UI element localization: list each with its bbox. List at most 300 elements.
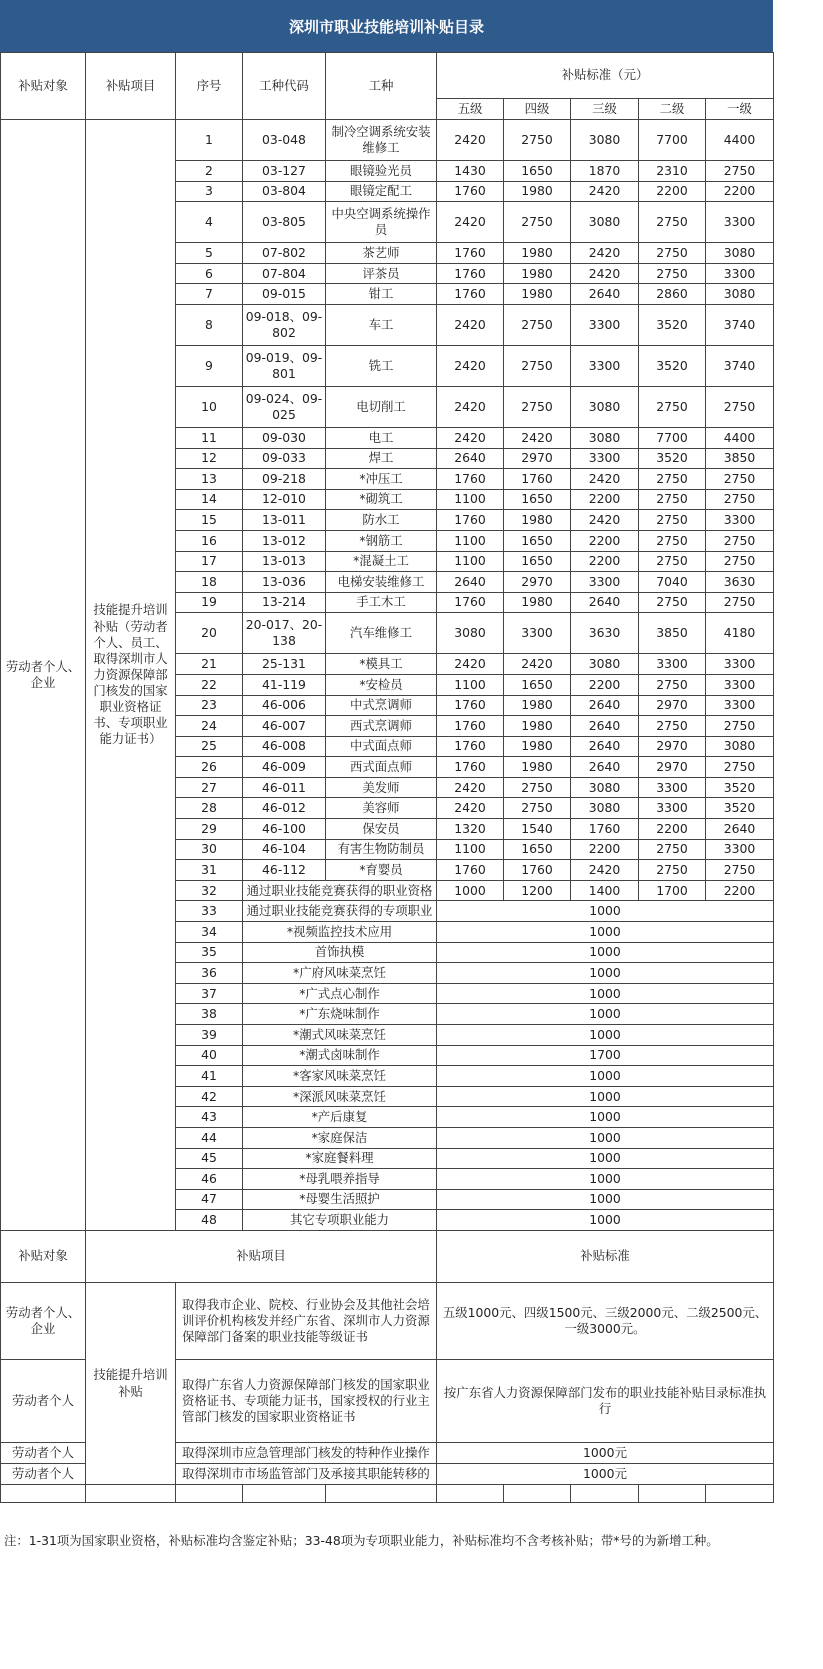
job-cell: *母婴生活照护 <box>243 1189 437 1210</box>
value-cell: 1200 <box>504 880 571 901</box>
value-cell: 2200 <box>571 551 639 572</box>
value-cell: 2750 <box>706 860 774 881</box>
job-cell: 电工 <box>326 427 437 448</box>
value-cell: 3740 <box>706 345 774 386</box>
seq-cell: 42 <box>176 1086 243 1107</box>
value-cell: 1760 <box>504 860 571 881</box>
job-cell: 铣工 <box>326 345 437 386</box>
value-cell: 1760 <box>437 695 504 716</box>
job-cell: *混凝土工 <box>326 551 437 572</box>
value-cell: 2420 <box>437 120 504 161</box>
job-cell: 美发师 <box>326 777 437 798</box>
amount-cell: 1700 <box>437 1045 774 1066</box>
code-cell: 12-010 <box>243 489 326 510</box>
value-cell: 3300 <box>706 263 774 284</box>
value-cell: 1320 <box>437 819 504 840</box>
code-cell: 09-018、09-802 <box>243 304 326 345</box>
value-cell: 3080 <box>571 202 639 243</box>
value-cell: 1760 <box>437 592 504 613</box>
value-cell: 1980 <box>504 736 571 757</box>
empty-cell <box>639 1485 706 1503</box>
job-cell: 车工 <box>326 304 437 345</box>
code-cell: 20-017、20-138 <box>243 613 326 654</box>
seq-cell: 18 <box>176 572 243 593</box>
seq-cell: 30 <box>176 839 243 860</box>
value-cell: 2750 <box>639 839 706 860</box>
job-cell: *深派风味菜烹饪 <box>243 1086 437 1107</box>
value-cell: 3300 <box>706 839 774 860</box>
value-cell: 2750 <box>639 860 706 881</box>
value-cell: 2750 <box>639 716 706 737</box>
seq-cell: 27 <box>176 777 243 798</box>
job-cell: *家庭保洁 <box>243 1127 437 1148</box>
amount-cell: 1000 <box>437 983 774 1004</box>
value-cell: 3080 <box>571 798 639 819</box>
code-cell: 09-218 <box>243 469 326 490</box>
seq-cell: 23 <box>176 695 243 716</box>
amount-cell: 1000 <box>437 922 774 943</box>
value-cell: 2860 <box>639 284 706 305</box>
seq-cell: 12 <box>176 448 243 469</box>
value-cell: 2420 <box>571 469 639 490</box>
seq-cell: 14 <box>176 489 243 510</box>
value-cell: 1650 <box>504 839 571 860</box>
value-cell: 3300 <box>639 798 706 819</box>
target-cell: 劳动者个人 <box>1 1464 86 1485</box>
job-cell: 有害生物防制员 <box>326 839 437 860</box>
value-cell: 2420 <box>437 202 504 243</box>
seq-cell: 20 <box>176 613 243 654</box>
job-cell: *产后康复 <box>243 1107 437 1128</box>
code-cell: 09-015 <box>243 284 326 305</box>
value-cell: 3300 <box>706 510 774 531</box>
value-cell: 1760 <box>571 819 639 840</box>
seq-cell: 41 <box>176 1066 243 1087</box>
seq-cell: 34 <box>176 922 243 943</box>
code-cell: 46-100 <box>243 819 326 840</box>
header-project: 补贴项目 <box>86 53 176 120</box>
value-cell: 1760 <box>437 736 504 757</box>
value-cell: 2200 <box>571 839 639 860</box>
target-cell: 劳动者个人、企业 <box>1 1282 86 1359</box>
code-cell: 03-048 <box>243 120 326 161</box>
seq-cell: 10 <box>176 386 243 427</box>
value-cell: 2750 <box>706 161 774 182</box>
seq-cell: 9 <box>176 345 243 386</box>
job-cell: 通过职业技能竞赛获得的职业资格 <box>243 880 437 901</box>
value-cell: 2640 <box>437 448 504 469</box>
value-cell: 2750 <box>706 757 774 778</box>
value-cell: 2200 <box>571 530 639 551</box>
value-cell: 3300 <box>571 345 639 386</box>
empty-cell <box>86 1485 176 1503</box>
value-cell: 2750 <box>706 592 774 613</box>
table-body <box>1 53 774 1503</box>
standard-cell: 五级1000元、四级1500元、三级2000元、二级2500元、一级3000元。 <box>437 1282 774 1359</box>
seq-cell: 48 <box>176 1210 243 1231</box>
header-seq: 序号 <box>176 53 243 120</box>
value-cell: 3080 <box>571 777 639 798</box>
value-cell: 4400 <box>706 120 774 161</box>
value-cell: 7040 <box>639 572 706 593</box>
value-cell: 3080 <box>437 613 504 654</box>
job-cell: 中央空调系统操作员 <box>326 202 437 243</box>
value-cell: 3300 <box>706 695 774 716</box>
value-cell: 2750 <box>639 530 706 551</box>
amount-cell: 1000 <box>437 942 774 963</box>
value-cell: 3300 <box>571 448 639 469</box>
value-cell: 7700 <box>639 120 706 161</box>
seq-cell: 43 <box>176 1107 243 1128</box>
value-cell: 2420 <box>571 510 639 531</box>
empty-cell <box>706 1485 774 1503</box>
subsidy-table <box>0 52 774 1503</box>
code-cell: 13-036 <box>243 572 326 593</box>
value-cell: 3080 <box>706 284 774 305</box>
amount-cell: 1000 <box>437 901 774 922</box>
header2-project: 补贴项目 <box>86 1230 437 1282</box>
empty-cell <box>437 1485 504 1503</box>
value-cell: 2750 <box>504 202 571 243</box>
seq-cell: 33 <box>176 901 243 922</box>
value-cell: 3630 <box>706 572 774 593</box>
code-cell: 46-007 <box>243 716 326 737</box>
table-header-row-2 <box>1 1230 774 1282</box>
seq-cell: 6 <box>176 263 243 284</box>
value-cell: 2750 <box>639 592 706 613</box>
value-cell: 3630 <box>571 613 639 654</box>
seq-cell: 8 <box>176 304 243 345</box>
job-cell: *母乳喂养指导 <box>243 1169 437 1190</box>
value-cell: 2750 <box>639 489 706 510</box>
code-cell: 09-019、09-801 <box>243 345 326 386</box>
header-level-2: 二级 <box>639 99 706 120</box>
header-level-1: 一级 <box>706 99 774 120</box>
job-cell: 防水工 <box>326 510 437 531</box>
seq-cell: 32 <box>176 880 243 901</box>
value-cell: 2420 <box>571 243 639 264</box>
header-standard: 补贴标准（元） <box>437 53 774 99</box>
value-cell: 3300 <box>706 674 774 695</box>
value-cell: 3520 <box>706 777 774 798</box>
amount-cell: 1000 <box>437 1066 774 1087</box>
job-cell: *客家风味菜烹饪 <box>243 1066 437 1087</box>
code-cell: 46-012 <box>243 798 326 819</box>
standard-cell: 1000元 <box>437 1464 774 1485</box>
desc-cell: 取得深圳市市场监管部门及承接其职能转移的 <box>176 1464 437 1485</box>
header-level-4: 四级 <box>504 99 571 120</box>
value-cell: 2750 <box>504 798 571 819</box>
value-cell: 2750 <box>639 386 706 427</box>
value-cell: 2420 <box>504 654 571 675</box>
seq-cell: 3 <box>176 181 243 202</box>
seq-cell: 36 <box>176 963 243 984</box>
code-cell: 46-104 <box>243 839 326 860</box>
seq-cell: 11 <box>176 427 243 448</box>
amount-cell: 1000 <box>437 1025 774 1046</box>
code-cell: 13-011 <box>243 510 326 531</box>
seq-cell: 25 <box>176 736 243 757</box>
value-cell: 1000 <box>437 880 504 901</box>
job-cell: *模具工 <box>326 654 437 675</box>
seq-cell: 40 <box>176 1045 243 1066</box>
seq-cell: 4 <box>176 202 243 243</box>
amount-cell: 1000 <box>437 1107 774 1128</box>
value-cell: 2420 <box>504 427 571 448</box>
value-cell: 2750 <box>639 202 706 243</box>
value-cell: 3520 <box>639 345 706 386</box>
value-cell: 2420 <box>437 345 504 386</box>
amount-cell: 1000 <box>437 1127 774 1148</box>
value-cell: 1980 <box>504 510 571 531</box>
page-title: 深圳市职业技能培训补贴目录 <box>0 0 773 52</box>
amount-cell: 1000 <box>437 963 774 984</box>
job-cell: 评茶员 <box>326 263 437 284</box>
job-cell: 中式烹调师 <box>326 695 437 716</box>
code-cell: 09-030 <box>243 427 326 448</box>
code-cell: 09-033 <box>243 448 326 469</box>
value-cell: 3850 <box>706 448 774 469</box>
empty-cell <box>176 1485 243 1503</box>
value-cell: 3300 <box>706 654 774 675</box>
seq-cell: 24 <box>176 716 243 737</box>
value-cell: 1980 <box>504 695 571 716</box>
header-level-5: 五级 <box>437 99 504 120</box>
empty-cell <box>243 1485 326 1503</box>
amount-cell: 1000 <box>437 1004 774 1025</box>
value-cell: 2750 <box>639 243 706 264</box>
seq-cell: 15 <box>176 510 243 531</box>
value-cell: 1760 <box>437 284 504 305</box>
value-cell: 3300 <box>504 613 571 654</box>
seq-cell: 47 <box>176 1189 243 1210</box>
target-cell: 劳动者个人 <box>1 1359 86 1442</box>
job-cell: *广东烧味制作 <box>243 1004 437 1025</box>
amount-cell: 1000 <box>437 1086 774 1107</box>
value-cell: 2750 <box>639 674 706 695</box>
value-cell: 1100 <box>437 839 504 860</box>
seq-cell: 1 <box>176 120 243 161</box>
job-cell: 焊工 <box>326 448 437 469</box>
value-cell: 2640 <box>571 757 639 778</box>
job-cell: 茶艺师 <box>326 243 437 264</box>
header-code: 工种代码 <box>243 53 326 120</box>
value-cell: 2640 <box>571 736 639 757</box>
amount-cell: 1000 <box>437 1169 774 1190</box>
value-cell: 1760 <box>437 510 504 531</box>
value-cell: 2420 <box>437 427 504 448</box>
seq-cell: 46 <box>176 1169 243 1190</box>
value-cell: 1650 <box>504 551 571 572</box>
job-cell: 西式面点师 <box>326 757 437 778</box>
value-cell: 2750 <box>504 120 571 161</box>
seq-cell: 45 <box>176 1148 243 1169</box>
code-cell: 46-112 <box>243 860 326 881</box>
job-cell: *潮式卤味制作 <box>243 1045 437 1066</box>
value-cell: 1980 <box>504 592 571 613</box>
value-cell: 2750 <box>639 510 706 531</box>
empty-cell <box>504 1485 571 1503</box>
value-cell: 1650 <box>504 530 571 551</box>
value-cell: 3520 <box>639 448 706 469</box>
seq-cell: 29 <box>176 819 243 840</box>
value-cell: 1980 <box>504 243 571 264</box>
job-cell: 美容师 <box>326 798 437 819</box>
job-cell: *视频监控技术应用 <box>243 922 437 943</box>
header2-target: 补贴对象 <box>1 1230 86 1282</box>
job-cell: *砌筑工 <box>326 489 437 510</box>
seq-cell: 7 <box>176 284 243 305</box>
job-cell: 汽车维修工 <box>326 613 437 654</box>
value-cell: 1980 <box>504 263 571 284</box>
value-cell: 1760 <box>437 243 504 264</box>
value-cell: 1980 <box>504 757 571 778</box>
job-cell: 通过职业技能竞赛获得的专项职业 <box>243 901 437 922</box>
value-cell: 2970 <box>504 448 571 469</box>
value-cell: 1760 <box>437 716 504 737</box>
seq-cell: 26 <box>176 757 243 778</box>
header-target: 补贴对象 <box>1 53 86 120</box>
code-cell: 25-131 <box>243 654 326 675</box>
seq-cell: 2 <box>176 161 243 182</box>
seq-cell: 35 <box>176 942 243 963</box>
value-cell: 2420 <box>571 263 639 284</box>
value-cell: 2420 <box>437 386 504 427</box>
value-cell: 1760 <box>437 469 504 490</box>
value-cell: 2200 <box>706 181 774 202</box>
value-cell: 2970 <box>639 757 706 778</box>
job-cell: 西式烹调师 <box>326 716 437 737</box>
job-cell: 手工木工 <box>326 592 437 613</box>
code-cell: 07-804 <box>243 263 326 284</box>
value-cell: 2640 <box>571 284 639 305</box>
seq-cell: 44 <box>176 1127 243 1148</box>
seq-cell: 13 <box>176 469 243 490</box>
value-cell: 3520 <box>706 798 774 819</box>
job-cell: 制冷空调系统安装维修工 <box>326 120 437 161</box>
job-cell: *冲压工 <box>326 469 437 490</box>
seq-cell: 5 <box>176 243 243 264</box>
seq-cell: 16 <box>176 530 243 551</box>
value-cell: 2420 <box>571 860 639 881</box>
value-cell: 2970 <box>504 572 571 593</box>
code-cell: 03-804 <box>243 181 326 202</box>
value-cell: 2640 <box>706 819 774 840</box>
value-cell: 1100 <box>437 551 504 572</box>
value-cell: 2640 <box>571 716 639 737</box>
code-cell: 07-802 <box>243 243 326 264</box>
value-cell: 1100 <box>437 674 504 695</box>
value-cell: 3300 <box>639 777 706 798</box>
amount-cell: 1000 <box>437 1189 774 1210</box>
seq-cell: 17 <box>176 551 243 572</box>
seq-cell: 37 <box>176 983 243 1004</box>
value-cell: 1650 <box>504 674 571 695</box>
value-cell: 3300 <box>639 654 706 675</box>
header-job: 工种 <box>326 53 437 120</box>
table-row <box>1 1282 774 1359</box>
value-cell: 1430 <box>437 161 504 182</box>
value-cell: 2200 <box>571 489 639 510</box>
value-cell: 7700 <box>639 427 706 448</box>
job-cell: 眼镜定配工 <box>326 181 437 202</box>
value-cell: 3080 <box>571 120 639 161</box>
value-cell: 2420 <box>437 654 504 675</box>
value-cell: 3080 <box>571 427 639 448</box>
value-cell: 3300 <box>571 304 639 345</box>
value-cell: 3300 <box>706 202 774 243</box>
value-cell: 2750 <box>504 304 571 345</box>
value-cell: 2420 <box>437 798 504 819</box>
value-cell: 4180 <box>706 613 774 654</box>
job-cell: *广府风味菜烹饪 <box>243 963 437 984</box>
code-cell: 46-009 <box>243 757 326 778</box>
value-cell: 2750 <box>639 263 706 284</box>
value-cell: 2750 <box>504 345 571 386</box>
project-cell-group2: 技能提升培训补贴 <box>86 1282 176 1484</box>
value-cell: 1100 <box>437 530 504 551</box>
table-row <box>1 120 774 161</box>
job-cell: *家庭餐料理 <box>243 1148 437 1169</box>
value-cell: 2970 <box>639 695 706 716</box>
job-cell: 钳工 <box>326 284 437 305</box>
target-cell-group1: 劳动者个人、企业 <box>1 120 86 1231</box>
value-cell: 2750 <box>504 777 571 798</box>
job-cell: 其它专项职业能力 <box>243 1210 437 1231</box>
value-cell: 2750 <box>706 530 774 551</box>
value-cell: 2750 <box>706 551 774 572</box>
standard-cell: 1000元 <box>437 1442 774 1463</box>
footnote: 注：1-31项为国家职业资格，补贴标准均含鉴定补贴；33-48项为专项职业能力，补贴标准均不含考核补贴；带*号的为新增工种。 <box>4 1533 719 1548</box>
job-cell: *钢筋工 <box>326 530 437 551</box>
value-cell: 2200 <box>639 181 706 202</box>
value-cell: 2970 <box>639 736 706 757</box>
value-cell: 2200 <box>706 880 774 901</box>
value-cell: 1760 <box>437 860 504 881</box>
value-cell: 1540 <box>504 819 571 840</box>
job-cell: 电梯安装维修工 <box>326 572 437 593</box>
job-cell: *安检员 <box>326 674 437 695</box>
value-cell: 1980 <box>504 716 571 737</box>
value-cell: 2750 <box>639 551 706 572</box>
value-cell: 1650 <box>504 489 571 510</box>
value-cell: 1100 <box>437 489 504 510</box>
code-cell: 46-008 <box>243 736 326 757</box>
empty-cell <box>1 1485 86 1503</box>
value-cell: 1760 <box>437 181 504 202</box>
seq-cell: 19 <box>176 592 243 613</box>
value-cell: 2750 <box>706 489 774 510</box>
empty-cell <box>326 1485 437 1503</box>
code-cell: 46-006 <box>243 695 326 716</box>
value-cell: 2640 <box>571 592 639 613</box>
value-cell: 1760 <box>437 263 504 284</box>
seq-cell: 28 <box>176 798 243 819</box>
value-cell: 3080 <box>571 386 639 427</box>
seq-cell: 22 <box>176 674 243 695</box>
desc-cell: 取得深圳市应急管理部门核发的特种作业操作 <box>176 1442 437 1463</box>
job-cell: 电切削工 <box>326 386 437 427</box>
value-cell: 2750 <box>706 469 774 490</box>
code-cell: 13-214 <box>243 592 326 613</box>
seq-cell: 39 <box>176 1025 243 1046</box>
job-cell: 保安员 <box>326 819 437 840</box>
job-cell: *广式点心制作 <box>243 983 437 1004</box>
standard-cell: 按广东省人力资源保障部门发布的职业技能补贴目录标准执行 <box>437 1359 774 1442</box>
seq-cell: 38 <box>176 1004 243 1025</box>
value-cell: 2750 <box>639 469 706 490</box>
value-cell: 2640 <box>571 695 639 716</box>
